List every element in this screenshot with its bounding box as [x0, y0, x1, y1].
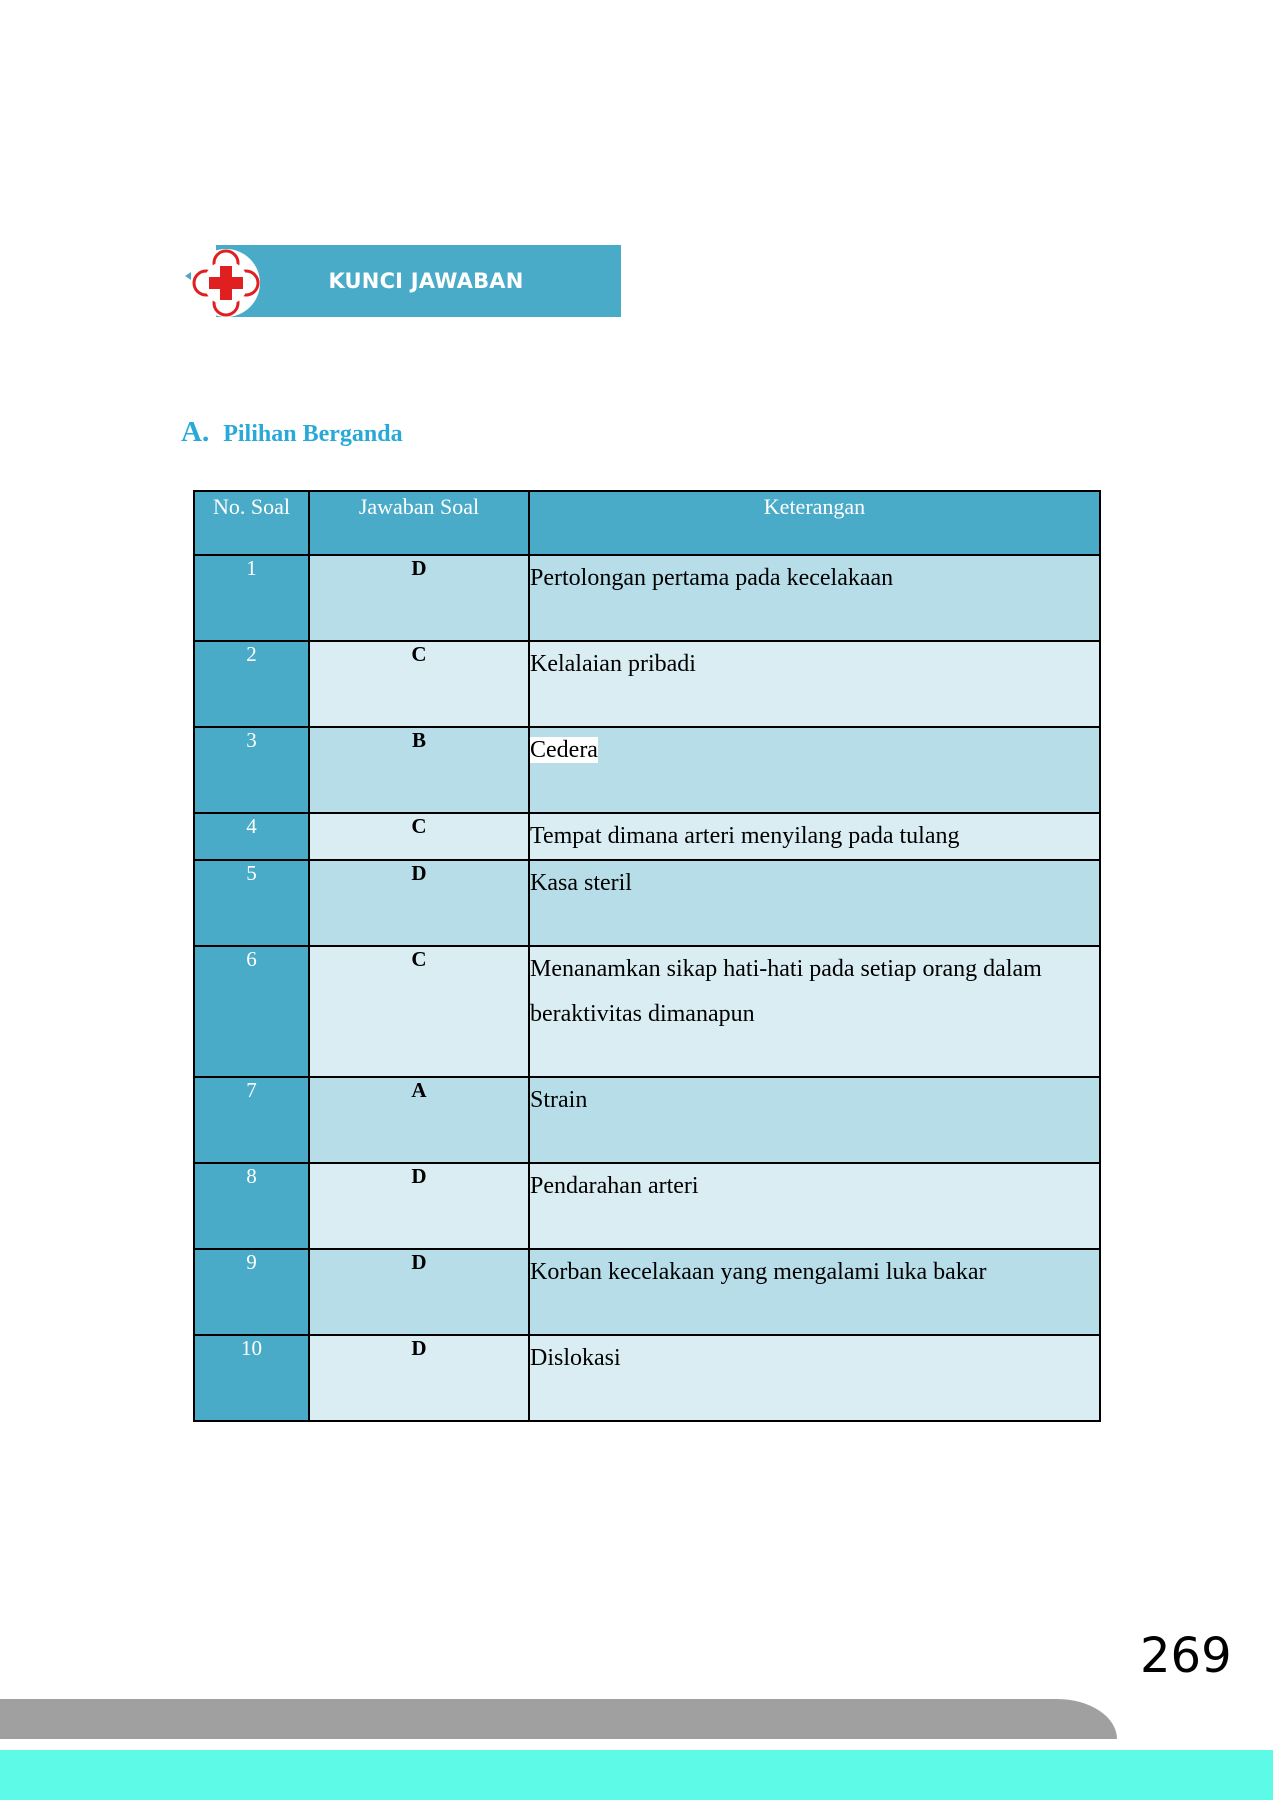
- banner-title: KUNCI JAWABAN: [328, 269, 524, 293]
- table-header-row: [194, 491, 1100, 555]
- answer-letter: C: [309, 946, 529, 1077]
- footer-cyan-band: [0, 1750, 1273, 1800]
- answer-letter: C: [309, 813, 529, 860]
- question-number: 5: [194, 860, 309, 946]
- table-row: [194, 641, 1100, 727]
- answer-letter: C: [309, 641, 529, 727]
- table-row: [194, 813, 1100, 860]
- question-number: 4: [194, 813, 309, 860]
- answer-description: Kasa steril: [529, 860, 1100, 946]
- header-jawaban-soal: Jawaban Soal: [309, 491, 529, 555]
- answer-description: Pertolongan pertama pada kecelakaan: [529, 555, 1100, 641]
- answer-letter: D: [309, 555, 529, 641]
- answer-key-table: [193, 490, 1101, 1422]
- page-number: 269: [1140, 1628, 1232, 1684]
- header-no-soal: No. Soal: [194, 491, 309, 555]
- section-title: Pilihan Berganda: [223, 421, 403, 447]
- table-row: [194, 1163, 1100, 1249]
- table-row: [194, 860, 1100, 946]
- answer-letter: B: [309, 727, 529, 813]
- question-number: 9: [194, 1249, 309, 1335]
- footer-gray-band: [0, 1699, 1117, 1739]
- answer-description: Strain: [529, 1077, 1100, 1163]
- answer-description: Tempat dimana arteri menyilang pada tulang: [529, 813, 1100, 860]
- answer-letter: A: [309, 1077, 529, 1163]
- answer-letter: D: [309, 1163, 529, 1249]
- table-row: [194, 727, 1100, 813]
- answer-description: [529, 727, 1100, 813]
- header-keterangan: Keterangan: [529, 491, 1100, 555]
- section-letter: A.: [181, 416, 210, 448]
- question-number: 8: [194, 1163, 309, 1249]
- answer-description: Korban kecelakaan yang mengalami luka bakar: [529, 1249, 1100, 1335]
- table-row: [194, 1249, 1100, 1335]
- table-row: [194, 555, 1100, 641]
- answer-description: Pendarahan arteri: [529, 1163, 1100, 1249]
- answer-description: Kelalaian pribadi: [529, 641, 1100, 727]
- question-number: 7: [194, 1077, 309, 1163]
- question-number: 1: [194, 555, 309, 641]
- highlighted-text: Cedera: [530, 737, 598, 763]
- section-heading: [181, 416, 403, 449]
- answer-letter: D: [309, 860, 529, 946]
- answer-letter: D: [309, 1335, 529, 1421]
- answer-description: Menanamkan sikap hati-hati pada setiap orang dalam beraktivitas dimanapun: [529, 946, 1100, 1077]
- answer-letter: D: [309, 1249, 529, 1335]
- table-row: [194, 1335, 1100, 1421]
- question-number: 3: [194, 727, 309, 813]
- table-row: [194, 1077, 1100, 1163]
- question-number: 6: [194, 946, 309, 1077]
- table-row: [194, 946, 1100, 1077]
- question-number: 10: [194, 1335, 309, 1421]
- answer-description: Dislokasi: [529, 1335, 1100, 1421]
- question-number: 2: [194, 641, 309, 727]
